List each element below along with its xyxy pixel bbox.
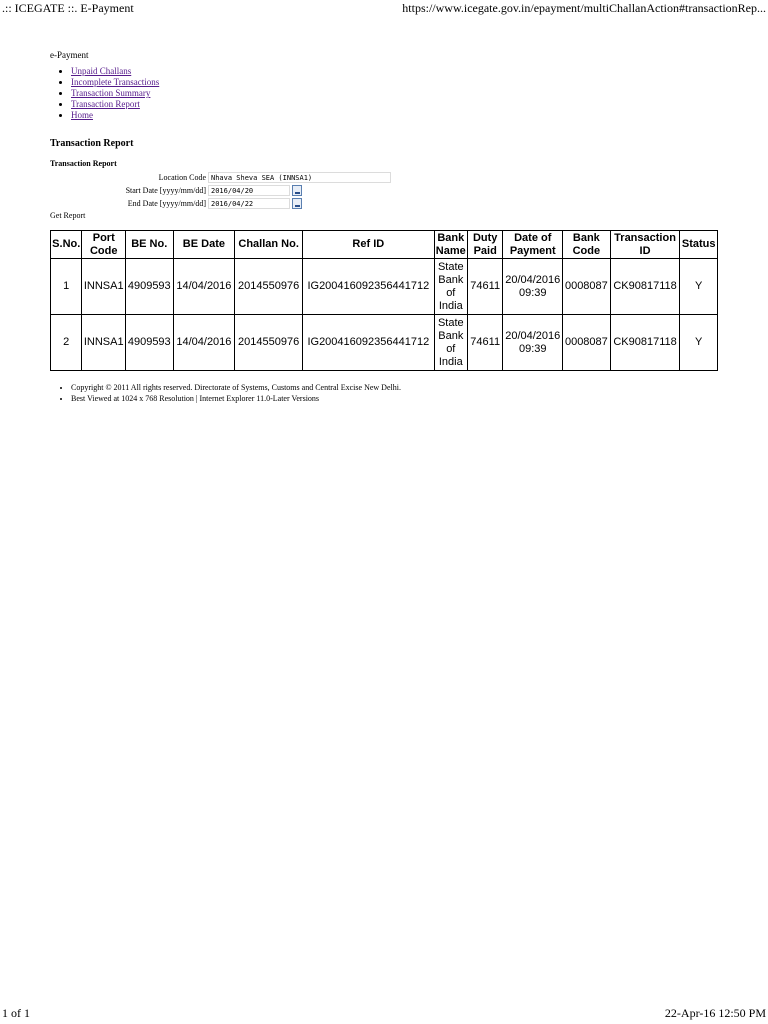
- form-title: Transaction Report: [50, 159, 117, 168]
- col-header-be-date: BE Date: [173, 231, 235, 259]
- location-select[interactable]: Nhava Sheva SEA (INNSA1): [208, 172, 391, 183]
- nav-link-incomplete-transactions[interactable]: Incomplete Transactions: [71, 77, 160, 87]
- nav-link-unpaid-challans[interactable]: Unpaid Challans: [71, 66, 132, 76]
- location-row: [50, 172, 720, 185]
- cell-challan-no: 2014550976: [235, 315, 303, 371]
- col-header-ref-id: Ref ID: [303, 231, 435, 259]
- nav-list: [71, 66, 720, 121]
- cell-bank-code: 0008087: [563, 315, 611, 371]
- best-viewed-note: • Best Viewed at 1024 x 768 Resolution | Internet Explorer 11.0-Later Versions: [71, 393, 671, 404]
- table-row: [51, 315, 718, 371]
- nav-item: [71, 66, 720, 77]
- print-datetime: 22-Apr-16 12:50 PM: [664, 1006, 766, 1020]
- cell-challan-no: 2014550976: [235, 259, 303, 315]
- section-label: e-Payment: [50, 50, 89, 60]
- page-url: https://www.icegate.gov.in/epayment/multiChallanAction#transactionRep...: [402, 1, 766, 15]
- cell-duty-paid: 74611: [467, 315, 502, 371]
- table-row: [51, 259, 718, 315]
- copyright-note: • Copyright © 2011 All rights reserved. Directorate of Systems, Customs and Central Excise New Delhi.: [71, 382, 671, 393]
- transaction-table: [50, 230, 718, 371]
- col-header-bank-name: Bank Name: [435, 231, 466, 257]
- main-content: [50, 50, 720, 403]
- col-header-challan-no: Challan No.: [235, 231, 303, 259]
- nav-item: [71, 88, 720, 99]
- col-header-bank-code: Bank Code: [563, 231, 611, 259]
- cell-sno: 1: [51, 259, 82, 315]
- cell-transaction-id: CK90817118: [610, 259, 680, 315]
- table-header-row: [51, 231, 718, 259]
- start-date-input[interactable]: 2016/04/20: [208, 185, 290, 196]
- col-header-date-of-payment: Date of Payment: [503, 231, 563, 259]
- end-date-row: [50, 198, 720, 211]
- nav-item: [71, 110, 720, 121]
- cell-port-code: INNSA1: [82, 259, 126, 315]
- end-date-label: End Date [yyyy/mm/dd]: [127, 199, 206, 208]
- nav-link-home[interactable]: Home: [71, 110, 93, 120]
- col-header-port-code: Port Code: [82, 231, 126, 259]
- cell-status: Y: [680, 259, 718, 315]
- start-date-row: [50, 185, 720, 198]
- cell-sno: 2: [51, 315, 82, 371]
- page-title-print: .:: ICEGATE ::. E-Payment: [2, 1, 134, 15]
- cell-status: Y: [680, 315, 718, 371]
- nav-link-transaction-report[interactable]: Transaction Report: [71, 99, 140, 109]
- cell-bank-name: State Bank of India: [434, 315, 467, 371]
- end-date-input[interactable]: 2016/04/22: [208, 198, 290, 209]
- col-header-be-no: BE No.: [125, 231, 173, 259]
- cell-ref-id: IG200416092356441712: [303, 315, 435, 371]
- print-header: [0, 0, 768, 16]
- cell-port-code: INNSA1: [82, 315, 126, 371]
- cell-transaction-id: CK90817118: [610, 315, 680, 371]
- page-heading: Transaction Report: [50, 138, 134, 149]
- cell-be-no: 4909593: [125, 315, 173, 371]
- cell-date-of-payment: 20/04/2016 09:39: [503, 315, 563, 371]
- col-header-sno: S.No.: [51, 231, 82, 259]
- get-report-button[interactable]: Get Report: [50, 211, 86, 220]
- cell-be-date: 14/04/2016: [173, 315, 235, 371]
- print-footer: [0, 1006, 768, 1024]
- footer-notes: [71, 382, 671, 404]
- cell-bank-code: 0008087: [563, 259, 611, 315]
- cell-be-no: 4909593: [125, 259, 173, 315]
- cell-be-date: 14/04/2016: [173, 259, 235, 315]
- cell-ref-id: IG200416092356441712: [303, 259, 435, 315]
- cell-duty-paid: 74611: [467, 259, 502, 315]
- nav-item: [71, 77, 720, 88]
- start-date-label: Start Date [yyyy/mm/dd]: [125, 186, 206, 195]
- page-count: 1 of 1: [2, 1006, 30, 1020]
- col-header-transaction-id: Transaction ID: [610, 231, 680, 259]
- nav-link-transaction-summary[interactable]: Transaction Summary: [71, 88, 151, 98]
- calendar-icon[interactable]: [292, 198, 302, 209]
- col-header-duty-paid: Duty Paid: [467, 231, 502, 259]
- location-label: Location Code: [158, 173, 206, 182]
- calendar-icon[interactable]: [292, 185, 302, 196]
- nav-item: [71, 99, 720, 110]
- cell-bank-name: State Bank of India: [434, 259, 467, 315]
- cell-date-of-payment: 20/04/2016 09:39: [503, 259, 563, 315]
- col-header-status: Status: [680, 231, 718, 259]
